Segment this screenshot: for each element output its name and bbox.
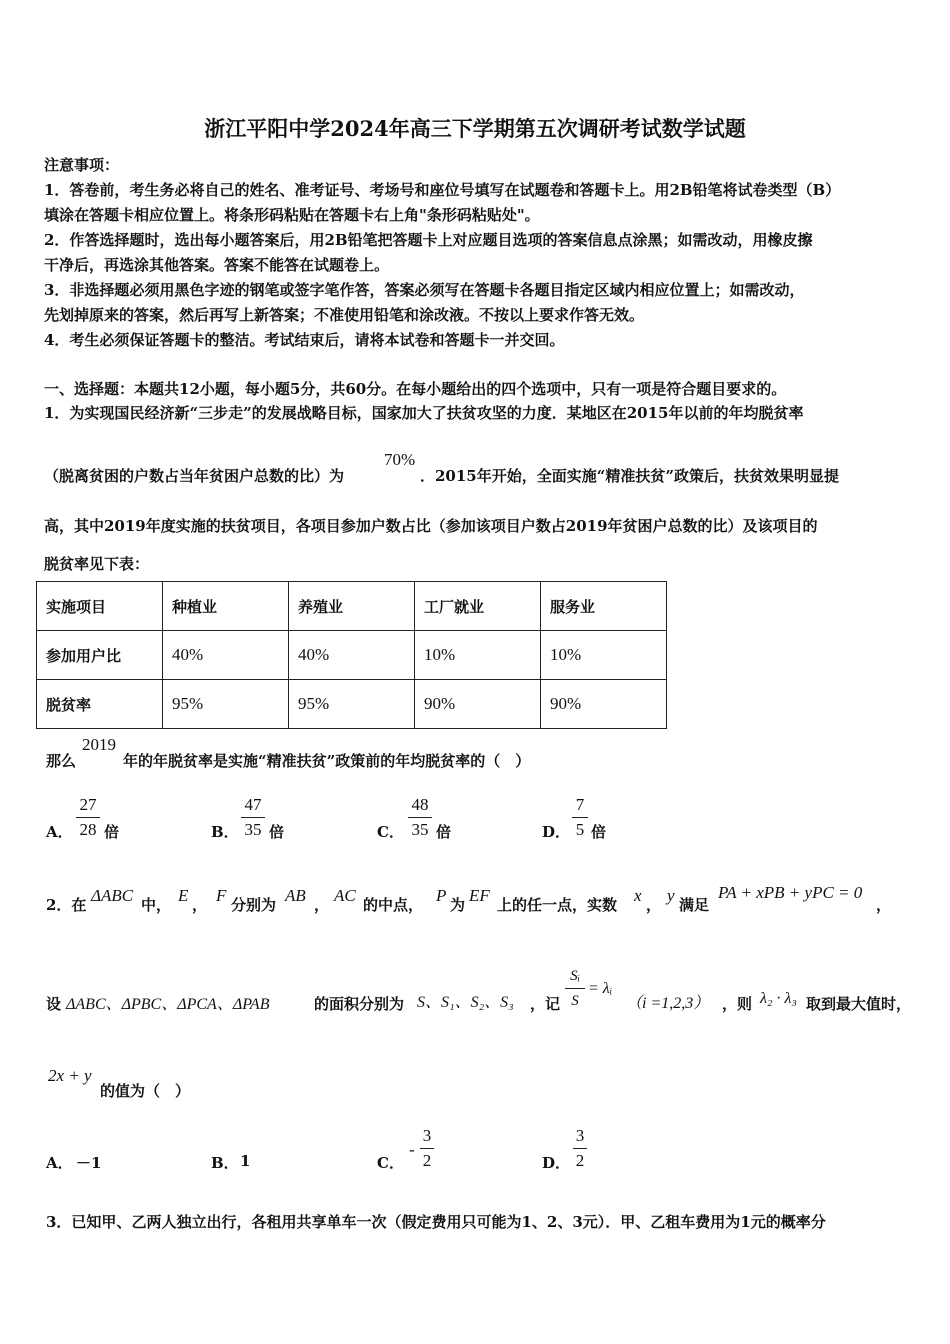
q1-percent: 70% [384,450,416,469]
table-cell: 10% [541,631,667,680]
option-fraction [76,795,100,840]
fraction-bar [565,988,585,989]
fraction-denominator: 28 [79,820,97,839]
section-heading: 一、选择题：本题共12小题，每小题5分，共60分。在每小题给出的四个选项中，只有一项是符合题目要求的。 [44,380,787,398]
fraction-bar [76,817,100,818]
fraction-denominator: 5 [575,820,585,839]
fraction-numerator: 27 [79,795,97,814]
q2-var-x: x [634,886,642,905]
notice-line: 2．作答选择题时，选出每小题答案后，用2B铅笔把答题卡上对应题目选项的答案信息点涂黑；如需改动，用橡皮擦 [44,231,813,249]
poverty-table [36,581,667,729]
q2-text: 中， [141,896,172,914]
q1-text: 1．为实现国民经济新“三步走”的发展战略目标，国家加大了扶贫攻坚的力度．某地区在2015年以前的年均脱贫率 [44,404,804,422]
option-label: B． [211,823,239,841]
q1-text: 脱贫率见下表： [44,555,150,573]
option-value: 1 [240,1152,251,1170]
fraction-numerator: 47 [244,795,262,814]
table-header-cell: 种植业 [163,582,289,631]
notice-line: 干净后，再选涂其他答案。答案不能答在试题卷上。 [44,256,390,274]
table-header-row [37,582,667,631]
table-cell: 40% [163,631,289,680]
option-fraction [572,795,588,840]
q2-point-p: P [436,886,447,905]
q2-point-e: E [178,886,189,905]
q2-text: 2．在 [46,896,87,914]
table-header-cell: 服务业 [541,582,667,631]
q2-text: 为 [450,896,466,914]
option-unit: 倍 [436,823,452,841]
q3-text: 3．已知甲、乙两人独立出行，各租用共享单车一次（假定费用只可能为1、2、3元）．甲、乙租车费用为1元的概率分 [46,1213,826,1231]
fraction-bar [241,817,265,818]
option-label: B． [211,1154,239,1172]
table-row [37,631,667,680]
table-cell: 90% [415,680,541,729]
option-label: D． [542,1154,571,1172]
fraction-bar [408,817,432,818]
fraction-numerator: 48 [411,795,429,814]
q2-text: 上的任一点，实数 [497,896,618,914]
q2-text: 设 [46,995,62,1013]
q1-year: 2019 [82,735,116,754]
notice-line: 先划掉原来的答案，然后再写上新答案；不准使用铅笔和涂改液。不按以上要求作答无效。 [44,306,645,324]
fraction-bar [420,1148,434,1149]
q2-triangles: ΔABC、ΔPBC、ΔPCA、ΔPAB [66,996,270,1013]
option-fraction [408,795,432,840]
option-unit: 倍 [104,823,120,841]
q2-index-range: （i =1,2,3） [626,995,710,1012]
notice-line: 4．考生必须保证答题卡的整洁。考试结束后，请将本试卷和答题卡一并交回。 [44,331,565,349]
q2-areas: S、S₁、S₂、S₃ [417,994,514,1011]
notice-line: 填涂在答题卡相应位置上。将条形码粘贴在答题卡右上角"条形码粘贴处"。 [44,206,540,224]
q2-product: λ₂ · λ₃ [760,990,797,1007]
option-unit: 倍 [269,823,285,841]
fraction-denominator: 35 [244,820,262,839]
q1-text: ．2015年开始，全面实施“精准扶贫”政策后，扶贫效果明显提 [420,467,840,485]
q1-ask: 那么 [46,752,77,770]
fraction-denominator: 2 [575,1151,585,1170]
fraction-denominator: 35 [411,820,429,839]
page-title: 浙江平阳中学2024年高三下学期第五次调研考试数学试题 [204,116,746,141]
fraction-numerator: Sᵢ [570,968,580,984]
fraction-bar [573,1148,587,1149]
option-fraction [241,795,265,840]
table-cell: 10% [415,631,541,680]
q2-segment-ab: AB [285,886,306,905]
table-cell: 95% [289,680,415,729]
q2-text: 的值为（ ） [100,1082,191,1100]
option-label: A． [46,823,73,841]
table-cell: 90% [541,680,667,729]
option-fraction [420,1126,434,1171]
q2-text: ，记 [530,995,561,1013]
table-row-label: 脱贫率 [37,680,163,729]
q2-text: ，则 [722,995,753,1013]
option-label: C． [377,1154,404,1172]
option-fraction [573,1126,587,1171]
fraction-numerator: 3 [575,1126,585,1145]
q2-vector-equation: PA + xPB + yPC = 0 [718,883,863,902]
option-label: D． [542,823,571,841]
table-row [37,680,667,729]
q1-text: 高，其中2019年度实施的扶贫项目，各项目参加户数占比（参加该项目户数占2019年贫困户总数的比）及该项目的 [44,517,818,535]
notice-heading: 注意事项： [44,156,120,174]
fraction-numerator: 3 [422,1126,432,1145]
q2-lambda: = λᵢ [588,980,613,997]
q2-text: 取到最大值时， [806,995,912,1013]
q2-text: ， [314,896,330,914]
option-label: A． [46,1154,73,1172]
q2-point-f: F [216,886,227,905]
q2-text: 的中点， [363,896,424,914]
fraction-bar [572,817,588,818]
q2-text: ， [876,896,892,914]
fraction-numerator: 7 [575,795,585,814]
table-cell: 95% [163,680,289,729]
q2-text: 满足 [679,896,710,914]
fraction-denominator: S [571,993,579,1009]
notice-line: 3．非选择题必须用黑色字迹的钢笔或签字笔作答，答案必须写在答题卡各题目指定区域内相应位置上；如需改动， [44,281,805,299]
q2-ratio-fraction [565,966,585,1011]
table-header-cell: 实施项目 [37,582,163,631]
q2-text: 分别为 [231,896,277,914]
notice-line: 1．答卷前，考生务必将自己的姓名、准考证号、考场号和座位号填写在试题卷和答题卡上。用2B铅笔将试卷类型（B） [44,181,841,199]
option-unit: 倍 [591,823,607,841]
option-value: －1 [76,1154,102,1172]
q2-expression: 2x + y [48,1066,92,1085]
table-header-cell: 工厂就业 [415,582,541,631]
table-header-cell: 养殖业 [289,582,415,631]
q2-var-y: y [667,886,675,905]
q2-text: ， [646,896,662,914]
q1-ask: 年的年脱贫率是实施“精准扶贫”政策前的年均脱贫率的（ ） [123,752,531,770]
table-cell: 40% [289,631,415,680]
fraction-denominator: 2 [422,1151,432,1170]
q2-segment-ef: EF [469,886,490,905]
option-sign: - [409,1140,415,1159]
option-label: C． [377,823,404,841]
q2-triangle: ΔABC [91,886,134,905]
q2-segment-ac: AC [334,886,356,905]
q1-text: （脱离贫困的户数占当年贫困户总数的比）为 [44,467,345,485]
q2-text: ， [192,896,208,914]
q2-text: 的面积分别为 [314,995,405,1013]
table-row-label: 参加用户比 [37,631,163,680]
